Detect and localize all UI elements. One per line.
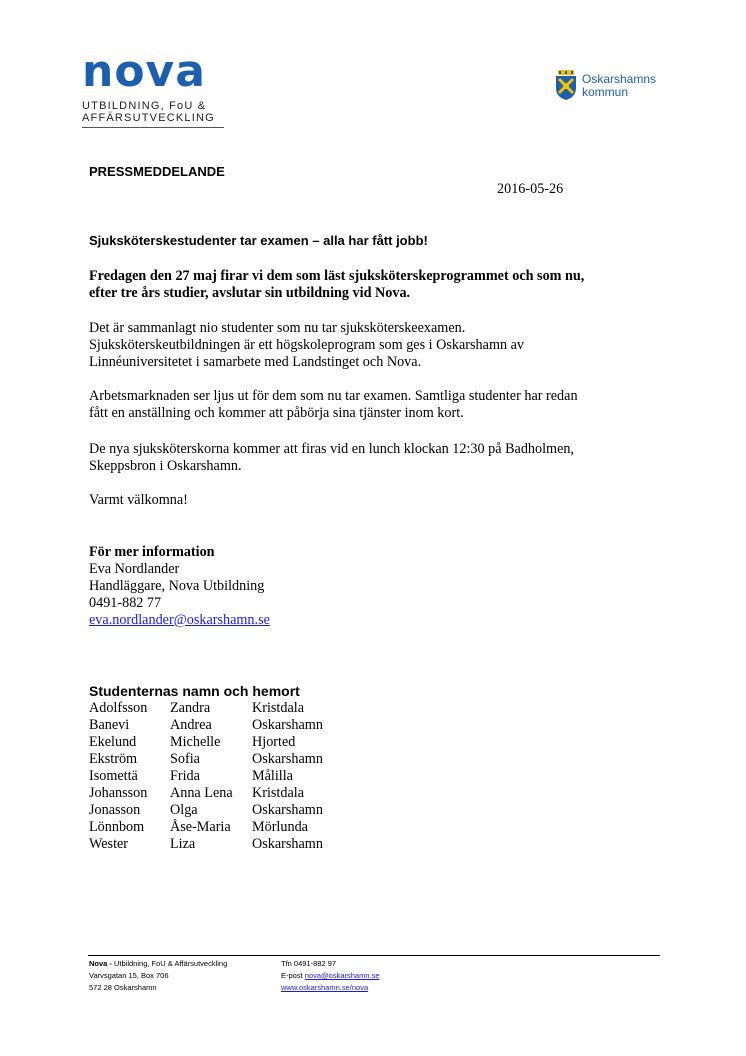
nova-logo [82, 46, 227, 130]
students-heading: Studenternas namn och hemort [89, 683, 300, 699]
student-hometown: Mörlunda [252, 819, 308, 835]
paragraph-line: Sjuksköterskeutbildningen är ett högskoleprogram som ges i Oskarshamn av [89, 337, 525, 353]
release-date: 2016-05-26 [497, 181, 564, 197]
student-first-name: Michelle [170, 734, 221, 750]
footer-divider [88, 955, 660, 956]
student-last-name: Banevi [89, 717, 130, 733]
student-row [89, 768, 323, 785]
footer-email-link[interactable]: nova@oskarshamn.se [304, 971, 380, 980]
footer-contact-block [281, 958, 380, 994]
student-row [89, 751, 323, 768]
student-row [89, 819, 323, 836]
footer-street-address: Varvsgatan 15, Box 706 [89, 971, 169, 980]
lead-line: efter tre års studier, avslutar sin utbildning vid Nova. [89, 285, 411, 301]
nova-logo-rule [82, 127, 224, 128]
student-first-name: Olga [170, 802, 198, 818]
student-row [89, 700, 323, 717]
kommun-name-line2: kommun [582, 85, 629, 99]
nova-logo-word: nova [82, 46, 206, 97]
paragraph-line: De nya sjuksköterskorna kommer att firas vid en lunch klockan 12:30 på Badholmen, [89, 441, 575, 457]
student-row [89, 717, 323, 734]
paragraph-line: Det är sammanlagt nio studenter som nu tar sjuksköterskeexamen. [89, 320, 466, 336]
press-release-label: PRESSMEDDELANDE [89, 164, 225, 179]
student-last-name: Ekström [89, 751, 138, 767]
footer-web-link[interactable]: www.oskarshamn.se/nova [281, 983, 369, 992]
student-hometown: Hjorted [252, 734, 296, 750]
student-hometown: Oskarshamn [252, 751, 323, 767]
welcome-text: Varmt välkomna! [89, 492, 188, 508]
body-paragraph-3 [89, 441, 574, 475]
student-last-name: Wester [89, 836, 129, 852]
footer-org-name: Nova - [89, 959, 112, 968]
student-hometown: Målilla [252, 768, 293, 784]
body-paragraph-2 [89, 388, 578, 422]
contact-phone: 0491-882 77 [89, 595, 162, 611]
student-first-name: Åse-Maria [170, 819, 231, 835]
nova-logo-subtitle-1: UTBILDNING, FoU & [82, 100, 207, 112]
contact-block [89, 544, 270, 629]
body-paragraph-1 [89, 320, 524, 371]
student-hometown: Oskarshamn [252, 717, 323, 733]
contact-email-link[interactable]: eva.nordlander@oskarshamn.se [89, 612, 270, 628]
student-row [89, 785, 323, 802]
lead-paragraph [89, 268, 584, 302]
student-first-name: Andrea [170, 717, 212, 733]
student-hometown: Kristdala [252, 700, 305, 716]
nova-logo-subtitle-2: AFFÄRSUTVECKLING [82, 112, 215, 124]
headline: Sjuksköterskestudenter tar examen – alla har fått jobb! [89, 233, 428, 248]
oskarshamn-crest-icon [555, 70, 577, 100]
student-hometown: Oskarshamn [252, 802, 323, 818]
contact-title: Handläggare, Nova Utbildning [89, 578, 265, 594]
student-last-name: Johansson [89, 785, 148, 801]
footer-email-label: E-post [281, 971, 305, 980]
paragraph-line: Arbetsmarknaden ser ljus ut för dem som nu tar examen. Samtliga studenter har redan [89, 388, 578, 404]
oskarshamns-kommun-logo [555, 70, 695, 102]
student-last-name: Lönnbom [89, 819, 145, 835]
student-first-name: Zandra [170, 700, 211, 716]
paragraph-line: Skeppsbron i Oskarshamn. [89, 458, 242, 474]
student-first-name: Sofia [170, 751, 200, 767]
footer-org-description: Utbildning, FoU & Affärsutveckling [111, 959, 228, 968]
paragraph-line: Linnéuniversitetet i samarbete med Landstinget och Nova. [89, 354, 422, 370]
student-row [89, 734, 323, 751]
student-last-name: Ekelund [89, 734, 137, 750]
contact-heading: För mer information [89, 544, 215, 560]
student-first-name: Frida [170, 768, 200, 784]
footer-postal-address: 572 28 Oskarshamn [89, 983, 157, 992]
kommun-name-line1: Oskarshamns [582, 72, 657, 86]
student-hometown: Kristdala [252, 785, 305, 801]
footer-phone: Tfn 0491-882 97 [281, 959, 337, 968]
student-row [89, 802, 323, 819]
student-first-name: Liza [170, 836, 196, 852]
paragraph-line: fått en anställning och kommer att påbörja sina tjänster inom kort. [89, 405, 464, 421]
student-last-name: Adolfsson [89, 700, 148, 716]
student-first-name: Anna Lena [170, 785, 233, 801]
student-last-name: Isomettä [89, 768, 138, 784]
student-hometown: Oskarshamn [252, 836, 323, 852]
student-last-name: Jonasson [89, 802, 141, 818]
contact-name: Eva Nordlander [89, 561, 180, 577]
student-row [89, 836, 323, 853]
lead-line: Fredagen den 27 maj firar vi dem som läst sjuksköterskeprogrammet och som nu, [89, 268, 585, 284]
footer-address-block [89, 958, 227, 994]
students-table [89, 700, 323, 853]
